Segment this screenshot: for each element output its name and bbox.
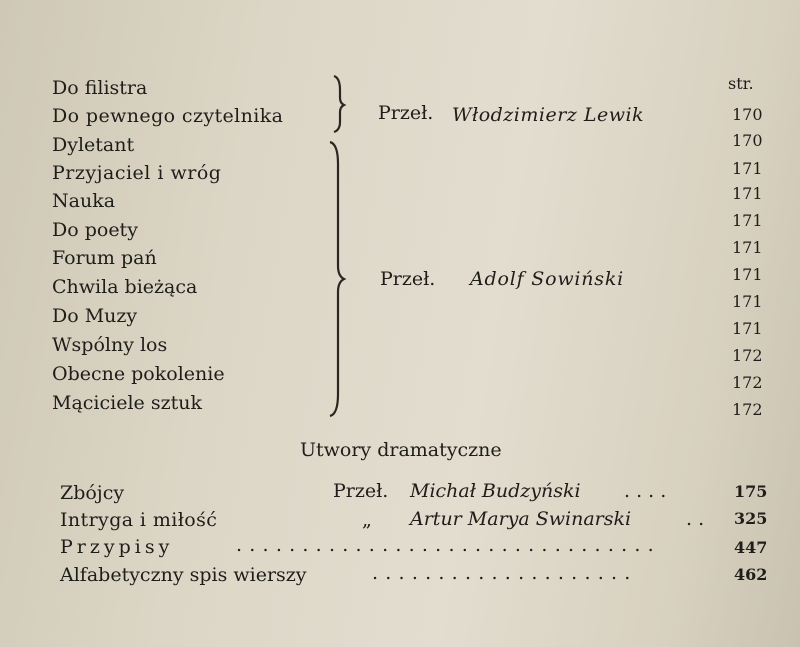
page-column-header: str. bbox=[728, 74, 754, 93]
translator-prefix: Przeł. bbox=[333, 480, 389, 502]
leader-dots: . . . . bbox=[624, 480, 667, 502]
toc-entry-page: 171 bbox=[732, 184, 763, 203]
toc-entry-title: Do pewnego czytelnika bbox=[52, 105, 284, 127]
ditto-mark: „ bbox=[362, 509, 372, 531]
extra-page: 462 bbox=[734, 565, 768, 584]
toc-entry-title: Dyletant bbox=[52, 134, 135, 156]
translator-name: Adolf Sowiński bbox=[470, 268, 625, 290]
toc-entry-title: Przyjaciel i wróg bbox=[52, 162, 222, 184]
toc-entry-title: Mąciciele sztuk bbox=[52, 392, 202, 414]
toc-entry-title: Do filistra bbox=[52, 77, 148, 99]
drama-page: 175 bbox=[734, 482, 768, 501]
extra-title: Alfabetyczny spis wierszy bbox=[60, 564, 307, 586]
toc-entry-page: 170 bbox=[732, 105, 763, 124]
extra-page: 447 bbox=[734, 538, 768, 557]
leader-dots: . . bbox=[686, 508, 705, 530]
toc-entry-title: Nauka bbox=[52, 190, 116, 212]
toc-entry-title: Forum pań bbox=[52, 247, 157, 269]
toc-entry-page: 171 bbox=[732, 211, 763, 230]
toc-entry-title: Do Muzy bbox=[52, 305, 138, 327]
extra-title: Przypisy bbox=[60, 536, 174, 558]
brace-sowinski bbox=[326, 138, 350, 420]
translator-name: Włodzimierz Lewik bbox=[452, 104, 645, 126]
toc-entry-page: 171 bbox=[732, 238, 763, 257]
toc-entry-title: Wspólny los bbox=[52, 334, 168, 356]
drama-title: Zbójcy bbox=[60, 482, 125, 504]
translator-prefix: Przeł. bbox=[380, 268, 436, 290]
toc-entry-title: Chwila bieżąca bbox=[52, 276, 198, 298]
toc-entry-page: 170 bbox=[732, 131, 763, 150]
drama-title: Intryga i miłość bbox=[60, 509, 218, 531]
toc-entry-page: 171 bbox=[732, 319, 763, 338]
toc-entry-page: 172 bbox=[732, 373, 763, 392]
translator-name: Michał Budzyński bbox=[410, 480, 581, 502]
toc-entry-title: Do poety bbox=[52, 219, 138, 241]
drama-page: 325 bbox=[734, 509, 768, 528]
leader-dots: . . . . . . . . . . . . . . . . . . . . bbox=[372, 562, 631, 584]
toc-entry-page: 171 bbox=[732, 159, 763, 178]
section-title: Utwory dramatyczne bbox=[300, 439, 502, 461]
translator-prefix: Przeł. bbox=[378, 102, 434, 124]
toc-entry-page: 172 bbox=[732, 400, 763, 419]
brace-lewik bbox=[330, 72, 350, 134]
toc-entry-title: Obecne pokolenie bbox=[52, 363, 225, 385]
toc-entry-page: 171 bbox=[732, 265, 763, 284]
leader-dots: . . . . . . . . . . . . . . . . . . . . . . . . . . . . . . . . bbox=[236, 534, 655, 556]
toc-entry-page: 172 bbox=[732, 346, 763, 365]
translator-name: Artur Marya Swinarski bbox=[410, 508, 632, 530]
toc-entry-page: 171 bbox=[732, 292, 763, 311]
